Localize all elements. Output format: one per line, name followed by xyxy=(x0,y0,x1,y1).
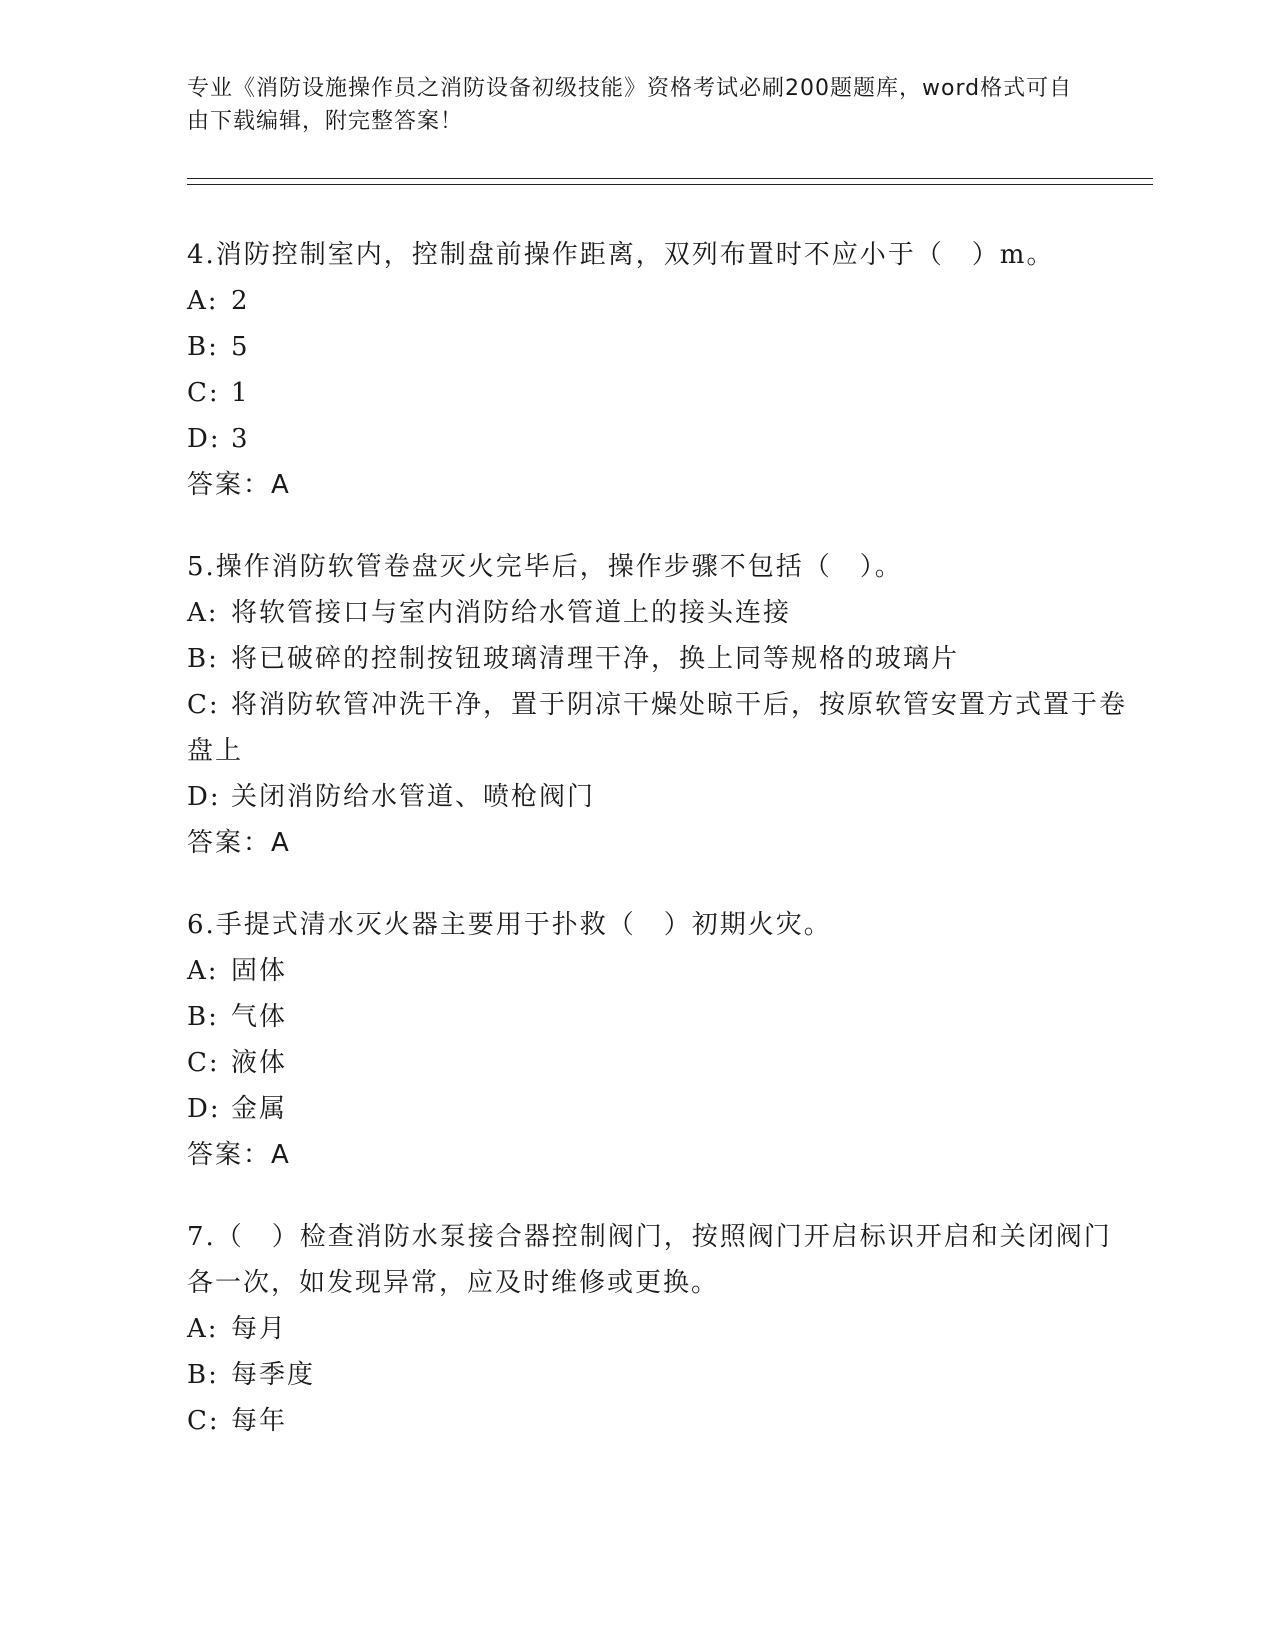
option-b xyxy=(187,636,1127,682)
option-d xyxy=(187,774,1127,820)
answer-line: 答案：A xyxy=(187,828,291,858)
option-b xyxy=(187,994,1127,1040)
header-divider-bottom xyxy=(187,184,1153,185)
option-letter: A: xyxy=(187,598,219,628)
option-letter: C: xyxy=(187,1406,220,1436)
option-text: 每月 xyxy=(231,1314,288,1344)
option-a xyxy=(187,948,1127,994)
option-letter: B: xyxy=(187,1002,219,1032)
option-text: 金属 xyxy=(231,1094,288,1124)
option-letter: B: xyxy=(187,332,219,362)
option-c xyxy=(187,370,1127,416)
option-text: 2 xyxy=(231,286,250,316)
option-letter: A: xyxy=(187,286,219,316)
option-letter: B: xyxy=(187,644,219,674)
option-text: 3 xyxy=(231,424,250,454)
option-letter: C: xyxy=(187,1048,220,1078)
question-stem: 6.手提式清水灭火器主要用于扑救（ ）初期火灾。 xyxy=(187,910,832,940)
option-letter: D: xyxy=(187,782,221,812)
option-text: 固体 xyxy=(231,956,288,986)
question-stem: 5.操作消防软管卷盘灭火完毕后，操作步骤不包括（ ）。 xyxy=(187,552,903,582)
answer-line: 答案：A xyxy=(187,470,291,500)
option-text: 每季度 xyxy=(231,1360,316,1390)
option-a xyxy=(187,1306,1127,1352)
question-stem: 4.消防控制室内，控制盘前操作距离，双列布置时不应小于（ ）m。 xyxy=(187,240,1055,270)
option-text: 将已破碎的控制按钮玻璃清理干净，换上同等规格的玻璃片 xyxy=(231,644,960,674)
answer-line: 答案：A xyxy=(187,1140,291,1170)
option-text: 每年 xyxy=(231,1406,288,1436)
document-header: 专业《消防设施操作员之消防设备初级技能》资格考试必刷200题题库，word格式可自由下载编辑，附完整答案！ xyxy=(187,76,1073,134)
option-letter: A: xyxy=(187,1314,219,1344)
question-6 xyxy=(187,902,1127,1178)
option-letter: C: xyxy=(187,690,220,720)
option-c xyxy=(187,1398,1127,1444)
option-d xyxy=(187,1086,1127,1132)
option-c xyxy=(187,682,1127,774)
option-c xyxy=(187,1040,1127,1086)
question-list xyxy=(187,232,1127,1480)
question-5 xyxy=(187,544,1127,866)
option-text: 气体 xyxy=(231,1002,288,1032)
option-text: 关闭消防给水管道、喷枪阀门 xyxy=(231,782,596,812)
option-letter: D: xyxy=(187,1094,221,1124)
option-letter: A: xyxy=(187,956,219,986)
header-divider-top xyxy=(187,178,1153,179)
option-text: 5 xyxy=(231,332,250,362)
question-7 xyxy=(187,1214,1127,1444)
question-4 xyxy=(187,232,1127,508)
option-text: 将消防软管冲洗干净，置于阴凉干燥处晾干后，按原软管安置方式置于卷盘上 xyxy=(187,690,1128,766)
option-text: 1 xyxy=(231,378,250,408)
option-letter: B: xyxy=(187,1360,219,1390)
option-a xyxy=(187,278,1127,324)
option-letter: C: xyxy=(187,378,220,408)
option-b xyxy=(187,1352,1127,1398)
option-d xyxy=(187,416,1127,462)
option-text: 将软管接口与室内消防给水管道上的接头连接 xyxy=(231,598,792,628)
option-a xyxy=(187,590,1127,636)
option-text: 液体 xyxy=(231,1048,288,1078)
option-b xyxy=(187,324,1127,370)
option-letter: D: xyxy=(187,424,221,454)
question-stem: 7.（ ）检查消防水泵接合器控制阀门，按照阀门开启标识开启和关闭阀门各一次，如发现异常，应及时维修或更换。 xyxy=(187,1222,1112,1298)
